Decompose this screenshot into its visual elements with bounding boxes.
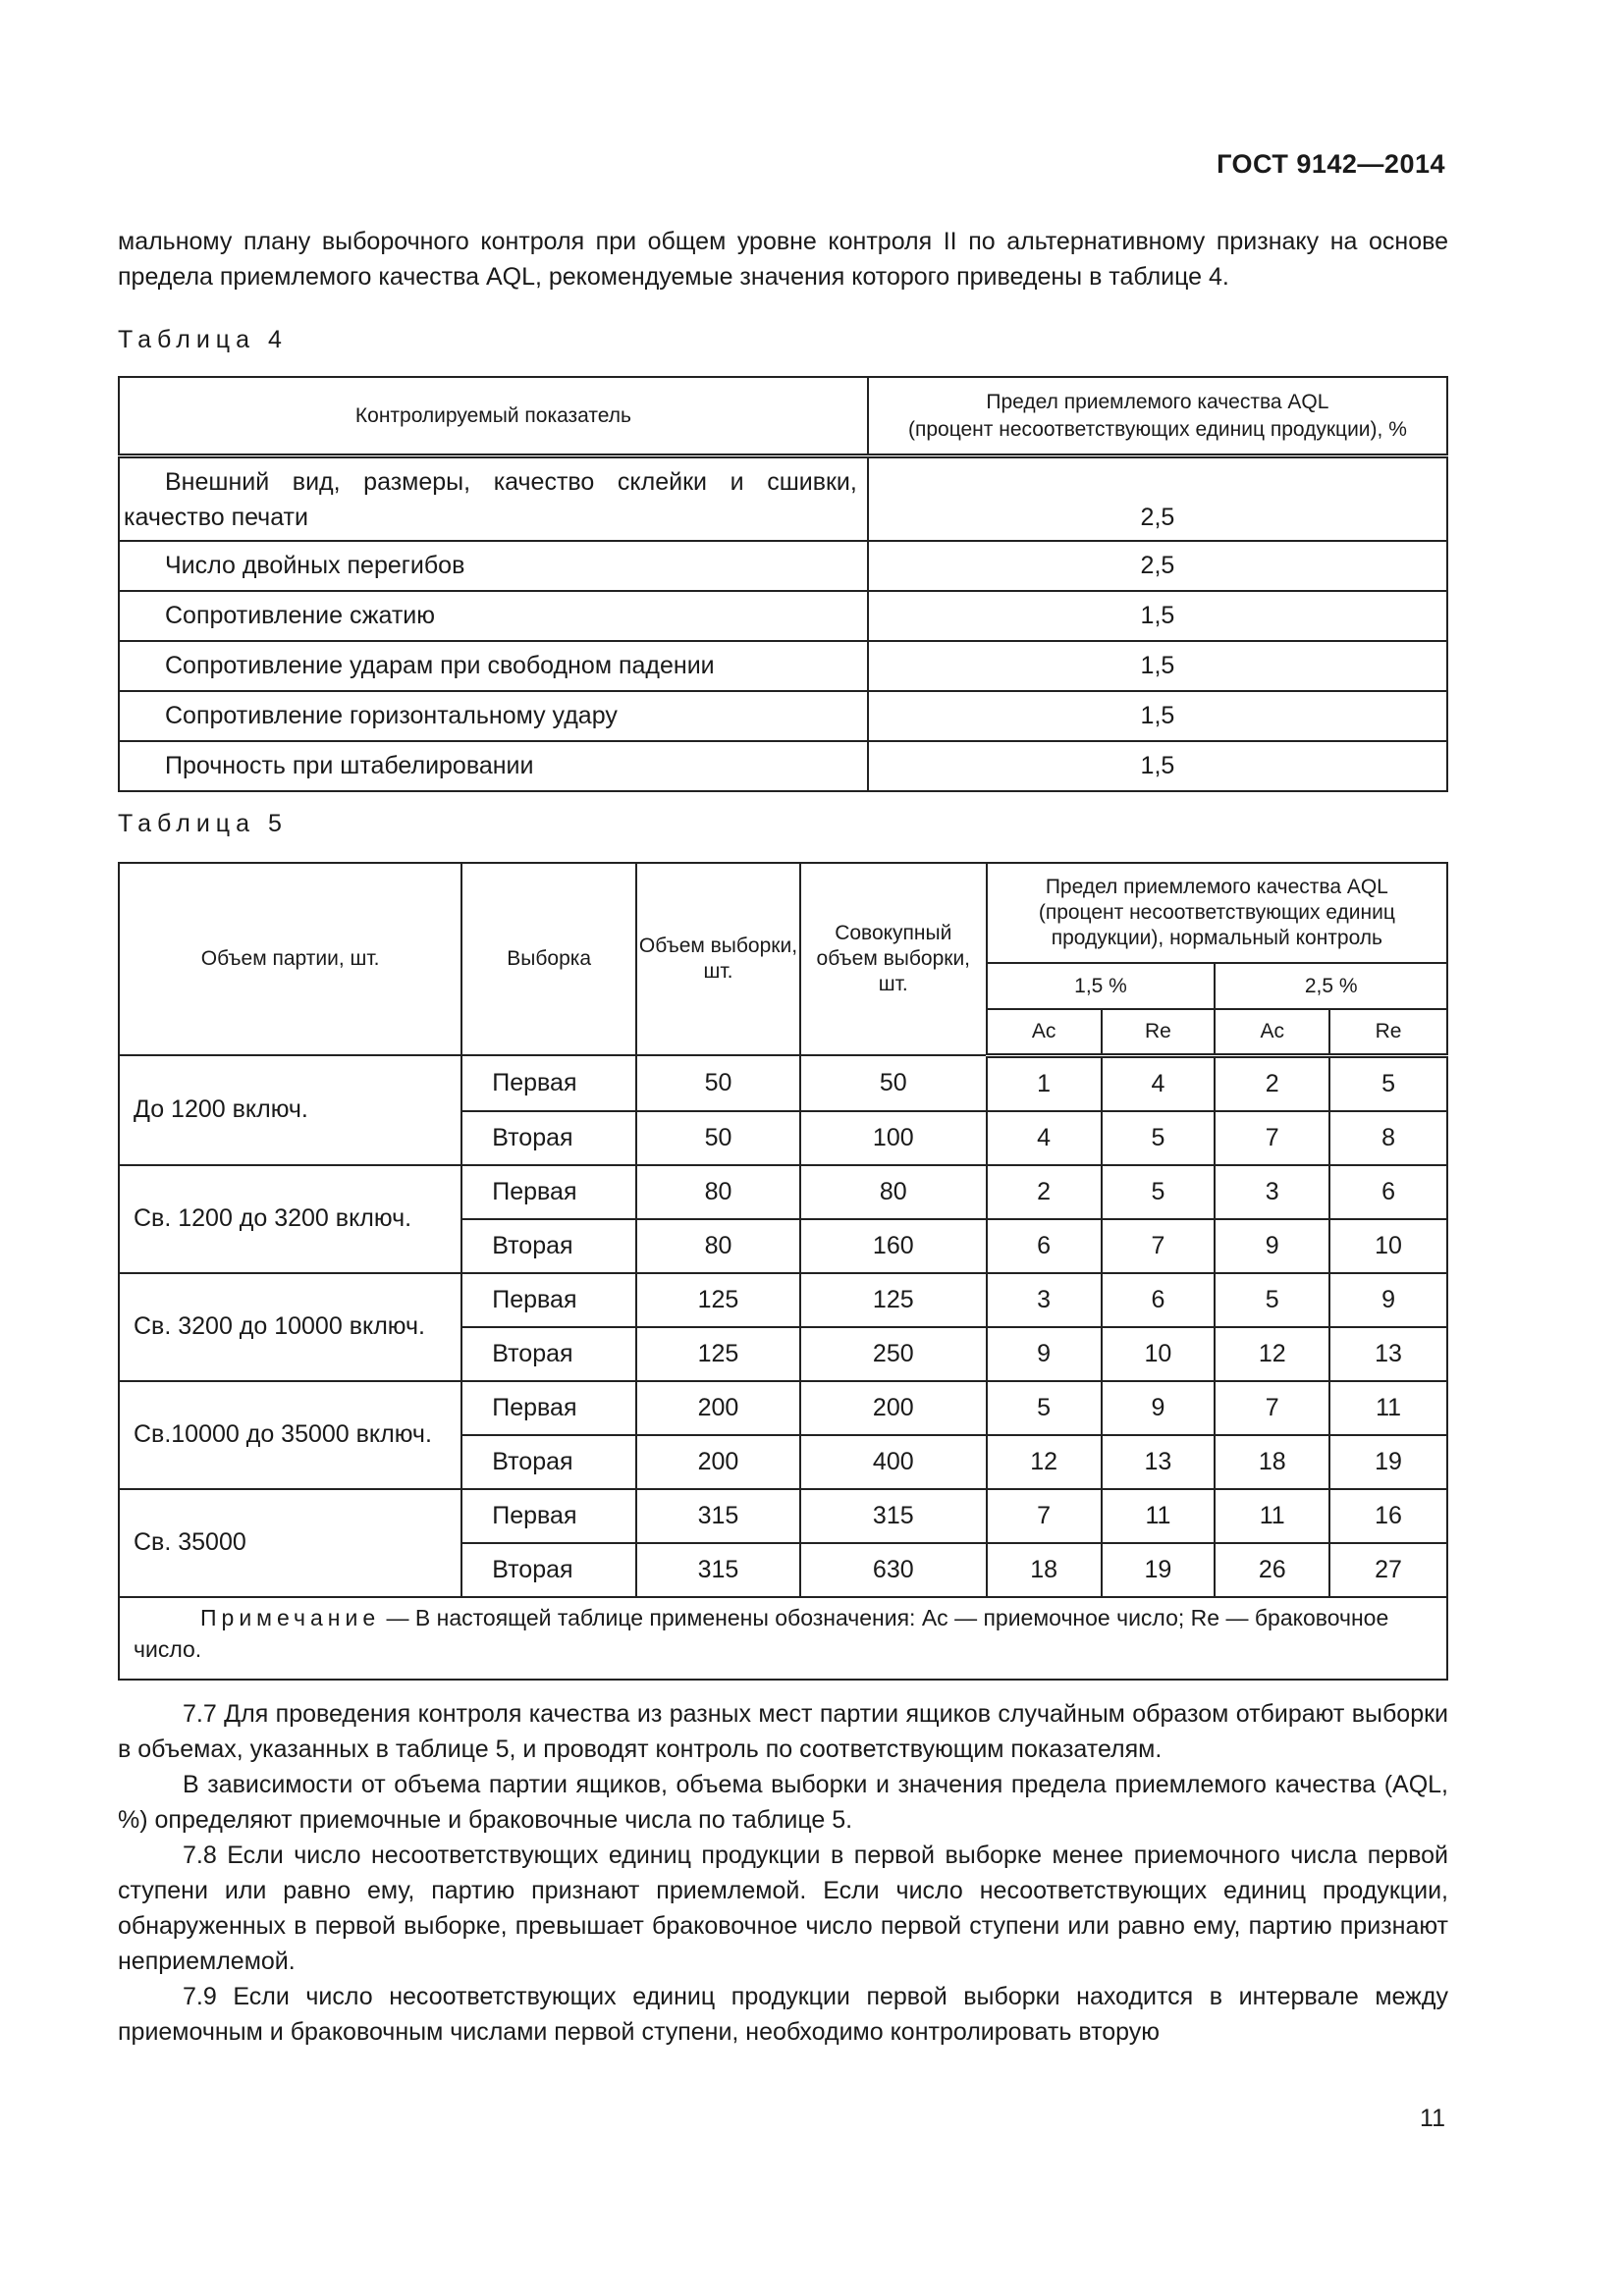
table5-cumulative-cell: 100 bbox=[800, 1111, 987, 1165]
table5-cumulative-cell: 160 bbox=[800, 1219, 987, 1273]
table5-sample-cell: Первая bbox=[461, 1381, 636, 1435]
table4 bbox=[118, 376, 1448, 792]
table4-aql-cell: 2,5 bbox=[868, 541, 1447, 591]
table5-ac-25-cell: 12 bbox=[1215, 1327, 1329, 1381]
table5-cumulative-cell: 80 bbox=[800, 1165, 987, 1219]
table4-aql-cell: 1,5 bbox=[868, 741, 1447, 791]
table5-header-sample-size: Объем выборки, шт. bbox=[636, 863, 800, 1055]
table4-aql-cell: 1,5 bbox=[868, 591, 1447, 641]
table5-header-re-25: Re bbox=[1329, 1009, 1447, 1055]
paragraph-table5-usage: В зависимости от объема партии ящиков, объема выборки и значения предела приемлемого качества (AQL, %) определяют приемочные и браковочные числа по таблице 5. bbox=[118, 1771, 1448, 1834]
table5-sample-cell: Вторая bbox=[461, 1219, 636, 1273]
table5-cumulative-cell: 250 bbox=[800, 1327, 987, 1381]
table4-header-aql-line1: Предел приемлемого качества AQL bbox=[986, 390, 1329, 413]
table4-indicator-cell: Сопротивление сжатию bbox=[119, 591, 868, 641]
table5-sample-size-cell: 200 bbox=[636, 1381, 800, 1435]
table4-indicator-cell: Сопротивление ударам при свободном падении bbox=[119, 641, 868, 691]
table5-sample-cell: Вторая bbox=[461, 1543, 636, 1597]
paragraph-7-9: 7.9 Если число несоответствующих единиц продукции первой выборки находится в интервале между приемочным и браковочным числами первой ступени, необходимо контролировать вторую bbox=[118, 1983, 1448, 2046]
table5-cumulative-cell: 200 bbox=[800, 1381, 987, 1435]
table5-ac-25-cell: 18 bbox=[1215, 1435, 1329, 1489]
table5-header-aql: Предел приемлемого качества AQL (процент несоответствующих единиц продукции), нормальный контроль bbox=[987, 863, 1447, 963]
table5-re-25-cell: 6 bbox=[1329, 1165, 1447, 1219]
table5-re-25-cell: 11 bbox=[1329, 1381, 1447, 1435]
table4-row bbox=[119, 591, 1447, 641]
table5-sample-cell: Первая bbox=[461, 1055, 636, 1111]
table5-re-15-cell: 11 bbox=[1102, 1489, 1216, 1543]
table5-ac-15-cell: 7 bbox=[987, 1489, 1102, 1543]
table5-re-15-cell: 6 bbox=[1102, 1273, 1216, 1327]
table5-sample-cell: Вторая bbox=[461, 1327, 636, 1381]
table5-sample-size-cell: 80 bbox=[636, 1219, 800, 1273]
table5-row bbox=[119, 1055, 1447, 1111]
table5-re-25-cell: 19 bbox=[1329, 1435, 1447, 1489]
table5-cumulative-cell: 630 bbox=[800, 1543, 987, 1597]
table5-sample-size-cell: 50 bbox=[636, 1055, 800, 1111]
table5-ac-15-cell: 18 bbox=[987, 1543, 1102, 1597]
table5-re-15-cell: 5 bbox=[1102, 1111, 1216, 1165]
table4-header-aql-line2: (процент несоответствующих единиц продукции), % bbox=[907, 417, 1407, 441]
table5-note-label: Примечание bbox=[200, 1604, 381, 1630]
table5-lot-cell: Св. 35000 bbox=[119, 1489, 461, 1597]
table5-ac-15-cell: 5 bbox=[987, 1381, 1102, 1435]
table5-header-aql-25: 2,5 % bbox=[1215, 963, 1447, 1009]
table5-re-25-cell: 8 bbox=[1329, 1111, 1447, 1165]
table5-ac-25-cell: 7 bbox=[1215, 1111, 1329, 1165]
table5-sample-size-cell: 125 bbox=[636, 1273, 800, 1327]
table4-indicator-text: Внешний вид, размеры, качество склейки и сшивки, качество печати bbox=[124, 467, 857, 531]
table5-ac-15-cell: 12 bbox=[987, 1435, 1102, 1489]
table5-sample-cell: Вторая bbox=[461, 1111, 636, 1165]
table5-header-aql-15: 1,5 % bbox=[987, 963, 1216, 1009]
table5-cumulative-cell: 315 bbox=[800, 1489, 987, 1543]
table5-ac-25-cell: 9 bbox=[1215, 1219, 1329, 1273]
table5-cumulative-cell: 125 bbox=[800, 1273, 987, 1327]
table5-re-25-cell: 16 bbox=[1329, 1489, 1447, 1543]
table5-ac-15-cell: 3 bbox=[987, 1273, 1102, 1327]
table5-re-15-cell: 10 bbox=[1102, 1327, 1216, 1381]
table5-row bbox=[119, 1489, 1447, 1543]
table5-ac-25-cell: 11 bbox=[1215, 1489, 1329, 1543]
table5-lot-cell: Св. 1200 до 3200 включ. bbox=[119, 1165, 461, 1273]
table5-row bbox=[119, 1165, 1447, 1219]
body-text bbox=[118, 1696, 1448, 2050]
table5-re-15-cell: 5 bbox=[1102, 1165, 1216, 1219]
table5-re-15-cell: 13 bbox=[1102, 1435, 1216, 1489]
table5-ac-25-cell: 3 bbox=[1215, 1165, 1329, 1219]
table5-ac-25-cell: 7 bbox=[1215, 1381, 1329, 1435]
table4-row bbox=[119, 691, 1447, 741]
table4-aql-cell: 1,5 bbox=[868, 641, 1447, 691]
table4-title: Таблица 4 bbox=[118, 326, 288, 353]
table4-header-aql bbox=[868, 377, 1447, 456]
table5-re-25-cell: 10 bbox=[1329, 1219, 1447, 1273]
table5-re-25-cell: 13 bbox=[1329, 1327, 1447, 1381]
table5-ac-25-cell: 5 bbox=[1215, 1273, 1329, 1327]
table5-re-15-cell: 9 bbox=[1102, 1381, 1216, 1435]
table5-sample-size-cell: 200 bbox=[636, 1435, 800, 1489]
table5-note-text: — В настоящей таблице применены обозначения: Ac — приемочное число; Re — браковочное число. bbox=[134, 1604, 1389, 1662]
table4-indicator-cell: Сопротивление горизонтальному удару bbox=[119, 691, 868, 741]
table5-re-15-cell: 4 bbox=[1102, 1055, 1216, 1111]
paragraph-7-7: 7.7 Для проведения контроля качества из разных мест партии ящиков случайным образом отбирают выборки в объемах, указанных в таблице 5, и проводят контроль по соответствующим показателям. bbox=[118, 1700, 1448, 1763]
table5-ac-15-cell: 1 bbox=[987, 1055, 1102, 1111]
table5-sample-cell: Первая bbox=[461, 1165, 636, 1219]
table5-lot-cell: Св.10000 до 35000 включ. bbox=[119, 1381, 461, 1489]
table5-re-25-cell: 27 bbox=[1329, 1543, 1447, 1597]
table5-lot-cell: Св. 3200 до 10000 включ. bbox=[119, 1273, 461, 1381]
table5-re-25-cell: 5 bbox=[1329, 1055, 1447, 1111]
table5-sample-cell: Первая bbox=[461, 1489, 636, 1543]
table5-header-sample: Выборка bbox=[461, 863, 636, 1055]
table5-cumulative-cell: 50 bbox=[800, 1055, 987, 1111]
table4-aql-cell: 1,5 bbox=[868, 691, 1447, 741]
table5-header-cumulative: Совокупный объем выборки, шт. bbox=[800, 863, 987, 1055]
table5-sample-size-cell: 125 bbox=[636, 1327, 800, 1381]
page-number: 11 bbox=[1420, 2105, 1445, 2132]
table5-ac-25-cell: 2 bbox=[1215, 1055, 1329, 1111]
table5-sample-cell: Вторая bbox=[461, 1435, 636, 1489]
table5-ac-25-cell: 26 bbox=[1215, 1543, 1329, 1597]
table5-sample-size-cell: 315 bbox=[636, 1489, 800, 1543]
table4-indicator-cell: Число двойных перегибов bbox=[119, 541, 868, 591]
table5-cumulative-cell: 400 bbox=[800, 1435, 987, 1489]
table5-re-15-cell: 7 bbox=[1102, 1219, 1216, 1273]
table5-sample-size-cell: 315 bbox=[636, 1543, 800, 1597]
table5-ac-15-cell: 6 bbox=[987, 1219, 1102, 1273]
table5-sample-size-cell: 80 bbox=[636, 1165, 800, 1219]
table4-indicator-cell bbox=[119, 456, 868, 542]
intro-paragraph bbox=[118, 224, 1448, 294]
table5-header-re-15: Re bbox=[1102, 1009, 1216, 1055]
table5-header-ac-15: Ac bbox=[987, 1009, 1102, 1055]
table5-re-25-cell: 9 bbox=[1329, 1273, 1447, 1327]
table4-row bbox=[119, 456, 1447, 542]
table4-row bbox=[119, 741, 1447, 791]
table5-sample-size-cell: 50 bbox=[636, 1111, 800, 1165]
table4-aql-cell: 2,5 bbox=[868, 456, 1447, 542]
table5-title: Таблица 5 bbox=[118, 810, 288, 837]
document-code: ГОСТ 9142—2014 bbox=[1217, 149, 1445, 179]
paragraph-7-8: 7.8 Если число несоответствующих единиц продукции в первой выборке менее приемочного числа первой ступени или равно ему, партию признают приемлемой. Если число несоответствующих единиц продукции, обнаруженных в первой выборке, превышает браковочное число первой ступени или равно ему, партию признают неприемлемой. bbox=[118, 1842, 1448, 1975]
table5-ac-15-cell: 4 bbox=[987, 1111, 1102, 1165]
table4-indicator-cell: Прочность при штабелировании bbox=[119, 741, 868, 791]
intro-text: мальному плану выборочного контроля при общем уровне контроля II по альтернативному признаку на основе предела приемлемого качества AQL, рекомендуемые значения которого приведены в таблице 4. bbox=[118, 228, 1448, 291]
table5-sample-cell: Первая bbox=[461, 1273, 636, 1327]
table5-ac-15-cell: 2 bbox=[987, 1165, 1102, 1219]
table5-lot-cell: До 1200 включ. bbox=[119, 1055, 461, 1165]
table5 bbox=[118, 862, 1448, 1681]
table5-row bbox=[119, 1381, 1447, 1435]
table4-header-indicator: Контролируемый показатель bbox=[119, 377, 868, 456]
table4-row bbox=[119, 541, 1447, 591]
table5-ac-15-cell: 9 bbox=[987, 1327, 1102, 1381]
table5-note bbox=[119, 1597, 1447, 1680]
table5-row bbox=[119, 1273, 1447, 1327]
table4-row bbox=[119, 641, 1447, 691]
table5-header-ac-25: Ac bbox=[1215, 1009, 1329, 1055]
table5-re-15-cell: 19 bbox=[1102, 1543, 1216, 1597]
table5-header-lot: Объем партии, шт. bbox=[119, 863, 461, 1055]
